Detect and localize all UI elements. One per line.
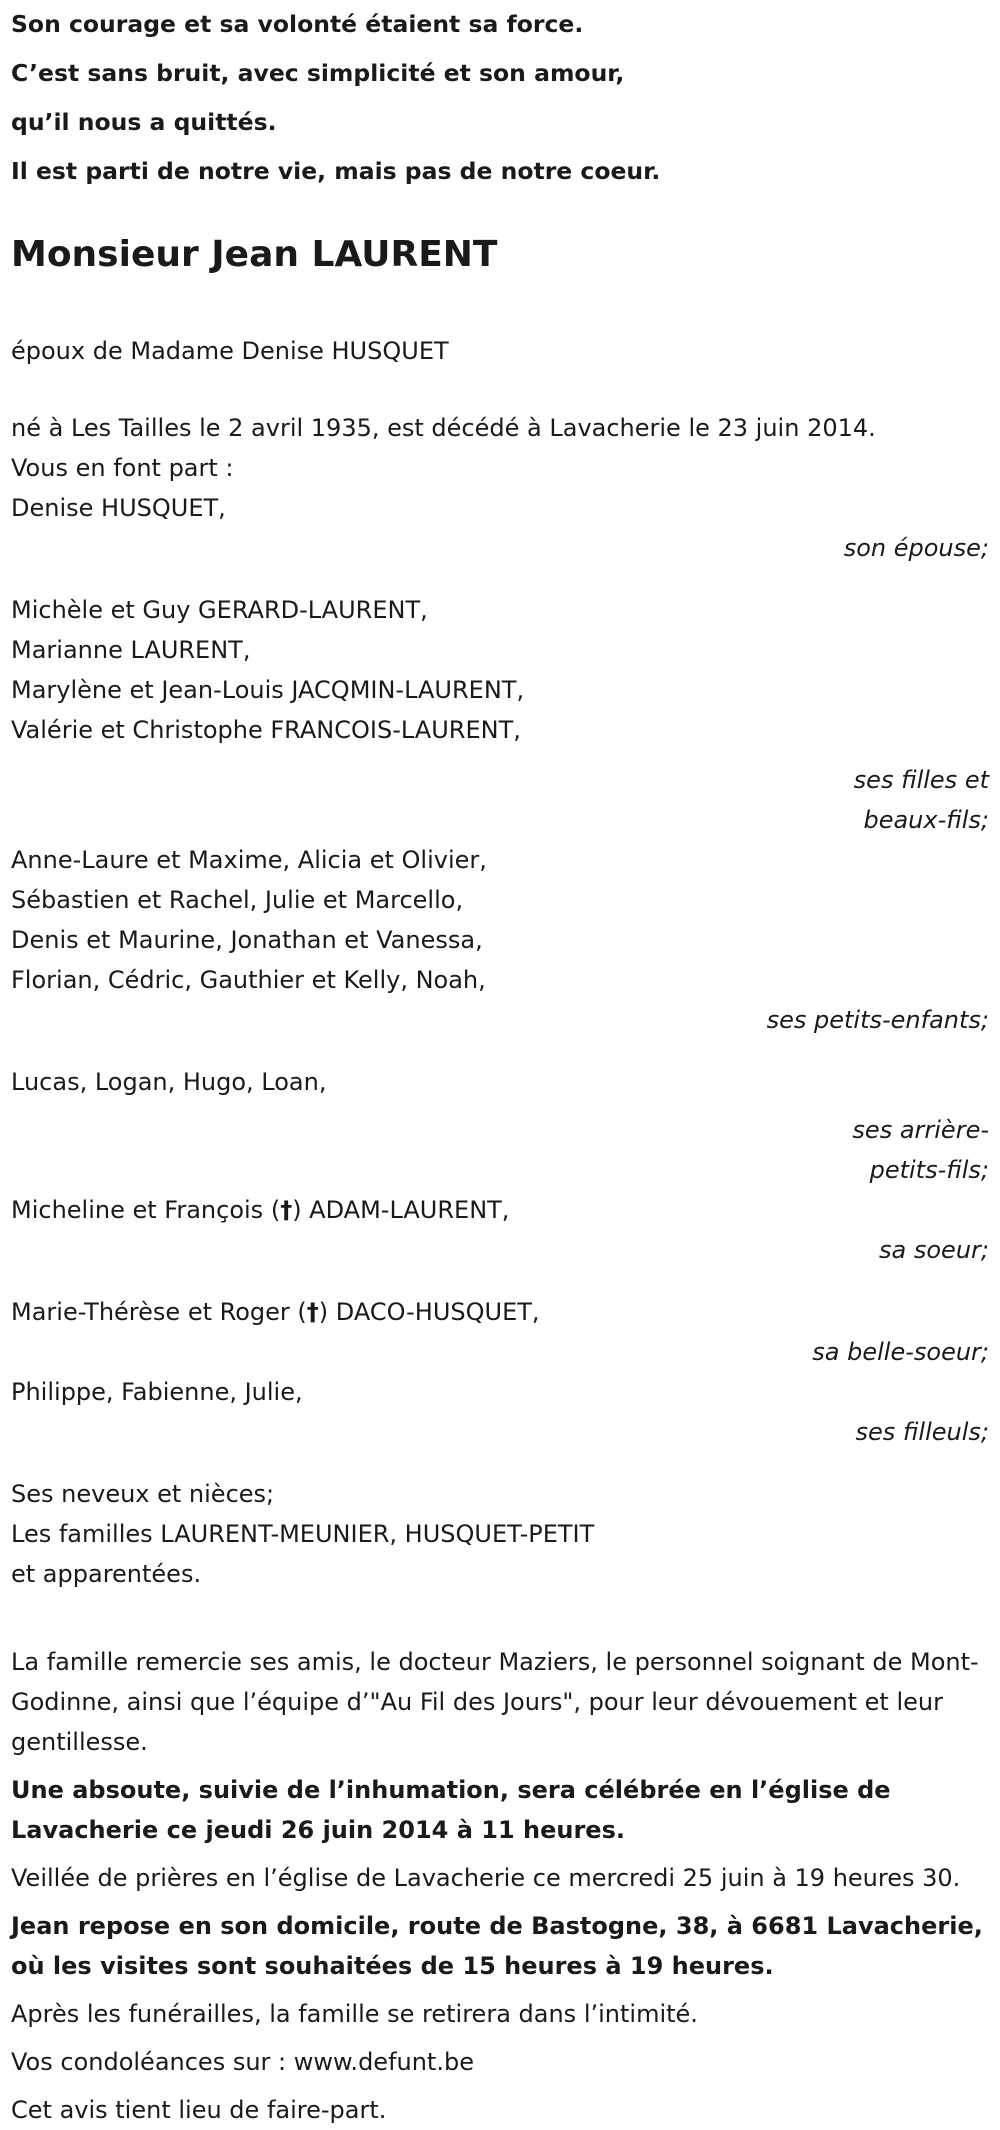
family-role: sa belle-soeur; — [812, 1338, 989, 1367]
spouse-line: époux de Madame Denise HUSQUET — [11, 337, 449, 366]
ceremony-paragraph: Une absoute, suivie de l’inhumation, sera célébrée en l’église de Lavacherie ce jeudi 26 juin 2014 à 11 heures. — [11, 1776, 891, 1845]
name-part: Micheline et François ( — [11, 1196, 281, 1225]
family-name: Philippe, Fabienne, Julie, — [11, 1378, 303, 1407]
family-group-sister — [11, 1190, 989, 1270]
family-group-grandchildren — [11, 840, 989, 1040]
cross-icon: † — [306, 1298, 319, 1327]
family-group-great-grandchildren — [11, 1062, 989, 1190]
rest-paragraph: Jean repose en son domicile, route de Bastogne, 38, à 6681 Lavacherie, où les visites sont souhaitées de 15 heures à 19 heures. — [11, 1912, 983, 1981]
obituary-notice — [11, 0, 989, 2130]
family-name: Lucas, Logan, Hugo, Loan, — [11, 1068, 327, 1097]
thanks-paragraph: La famille remercie ses amis, le docteur Maziers, le personnel soignant de Mont-Godinne, ainsi que l’équipe d’"Au Fil des Jours", pour leur dévouement et leur gentillesse. — [11, 1648, 979, 1757]
family-role: petits-fils; — [869, 1156, 989, 1185]
vigil-paragraph: Veillée de prières en l’église de Lavacherie ce mercredi 25 juin à 19 heures 30. — [11, 1864, 961, 1893]
after-funeral-line: Après les funérailles, la famille se retirera dans l’intimité. — [11, 2000, 698, 2029]
relatives-line: et apparentées. — [11, 1560, 202, 1589]
family-name — [11, 1190, 989, 1230]
quote-line: C’est sans bruit, avec simplicité et son amour, — [11, 59, 625, 87]
family-name: Marianne LAURENT, — [11, 636, 251, 665]
family-role: beaux-fils; — [863, 806, 989, 835]
name-part: ) ADAM-LAURENT, — [292, 1196, 510, 1225]
quote-line: Son courage et sa volonté étaient sa force. — [11, 10, 584, 38]
family-name: Valérie et Christophe FRANCOIS-LAURENT, — [11, 716, 521, 745]
family-name: Florian, Cédric, Gauthier et Kelly, Noah, — [11, 966, 486, 995]
family-role: sa soeur; — [879, 1236, 989, 1265]
name-part: Marie-Thérèse et Roger ( — [11, 1298, 307, 1327]
family-name: Anne-Laure et Maxime, Alicia et Olivier, — [11, 846, 487, 875]
family-group-sister-in-law — [11, 1292, 989, 1372]
intro-line: Vous en font part : — [11, 454, 234, 483]
family-name: Denis et Maurine, Jonathan et Vanessa, — [11, 926, 483, 955]
cross-icon: † — [280, 1196, 293, 1225]
deceased-name: Monsieur Jean LAURENT — [11, 234, 498, 275]
family-role: ses filleuls; — [855, 1418, 989, 1447]
birth-death-line: né à Les Tailles le 2 avril 1935, est décédé à Lavacherie le 23 juin 2014. — [11, 414, 876, 443]
relatives-line: Ses neveux et nièces; — [11, 1480, 275, 1509]
notice-line: Cet avis tient lieu de faire-part. — [11, 2096, 387, 2125]
family-role: son épouse; — [843, 534, 989, 563]
name-part: ) DACO-HUSQUET, — [318, 1298, 540, 1327]
family-role: ses arrière- — [852, 1116, 989, 1145]
family-group-children — [11, 590, 989, 840]
relatives-line: Les familles LAURENT-MEUNIER, HUSQUET-PETIT — [11, 1520, 595, 1549]
family-name: Marylène et Jean-Louis JACQMIN-LAURENT, — [11, 676, 525, 705]
family-group-godchildren — [11, 1372, 989, 1452]
family-name: Denise HUSQUET, — [11, 494, 226, 523]
quote-line: qu’il nous a quittés. — [11, 108, 277, 136]
family-name: Sébastien et Rachel, Julie et Marcello, — [11, 886, 464, 915]
family-name — [11, 1292, 989, 1332]
opening-quote — [11, 0, 989, 196]
family-role: ses petits-enfants; — [766, 1006, 989, 1035]
condolences-line: Vos condoléances sur : www.defunt.be — [11, 2048, 474, 2077]
quote-line: Il est parti de notre vie, mais pas de notre coeur. — [11, 157, 661, 185]
family-name: Michèle et Guy GERARD-LAURENT, — [11, 596, 428, 625]
family-role: ses filles et — [853, 766, 989, 795]
family-group-wife — [11, 488, 989, 568]
other-relatives — [11, 1474, 989, 1594]
